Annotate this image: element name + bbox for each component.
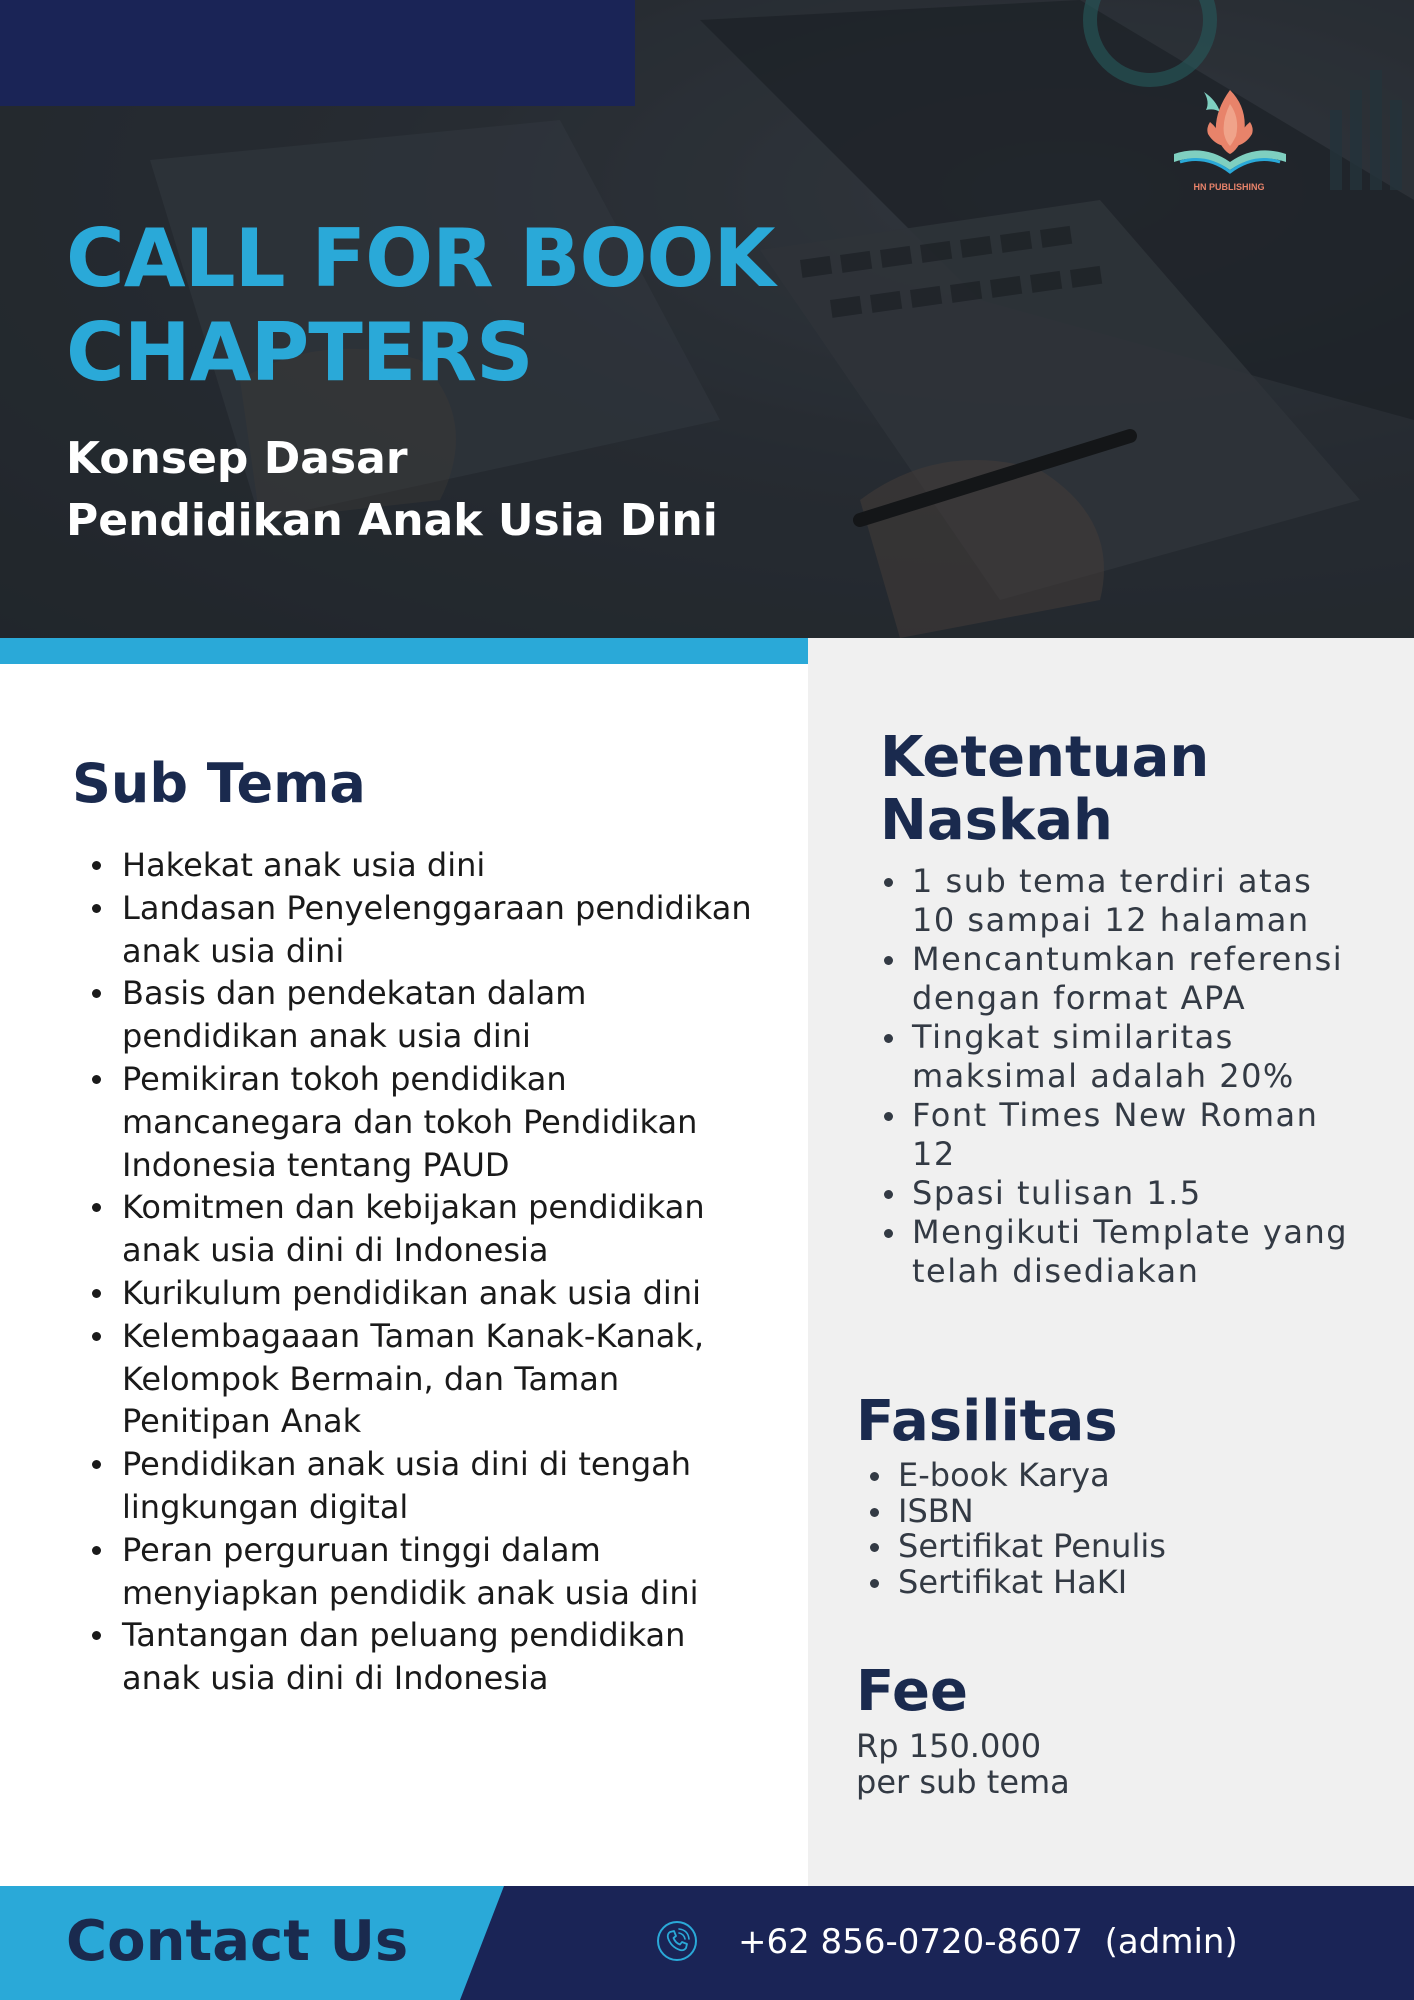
fee-amount: Rp 150.000 xyxy=(856,1727,1042,1765)
list-item: Sertifikat HaKI xyxy=(898,1565,1356,1601)
list-item: Tantangan dan peluang pendidikan anak usia dini di Indonesia xyxy=(122,1614,752,1700)
list-item: Mengikuti Template yang telah disediakan xyxy=(912,1213,1349,1290)
list-item: Spasi tulisan 1.5 xyxy=(912,1174,1350,1213)
subtitle-line-2: Pendidikan Anak Usia Dini xyxy=(66,495,718,546)
book-subtitle xyxy=(66,428,718,552)
list-item: Pendidikan anak usia dini di tengah lingkungan digital xyxy=(122,1443,752,1529)
title-line-2: CHAPTERS xyxy=(66,306,533,399)
publisher-logo xyxy=(1164,82,1294,194)
list-item: Basis dan pendekatan dalam pendidikan anak usia dini xyxy=(122,972,752,1058)
list-item: Mencantumkan referensi dengan format APA xyxy=(912,940,1350,1018)
hero-banner xyxy=(0,0,1414,638)
contact-phone[interactable]: +62 856-0720-8607 (admin) xyxy=(738,1922,1238,1962)
fee-section xyxy=(856,1660,1356,1800)
subtitle-line-1: Konsep Dasar xyxy=(66,433,408,484)
sub-tema-heading: Sub Tema xyxy=(72,752,366,815)
ketentuan-heading-line-2: Naskah xyxy=(880,788,1113,853)
list-item: Kelembagaaan Taman Kanak-Kanak, Kelompok Bermain, dan Taman Penitipan Anak xyxy=(122,1315,752,1443)
list-item: 1 sub tema terdiri atas 10 sampai 12 halaman xyxy=(912,862,1350,940)
list-item: Peran perguruan tinggi dalam menyiapkan pendidik anak usia dini xyxy=(122,1529,752,1615)
list-item: Pemikiran tokoh pendidikan mancanegara dan tokoh Pendidikan Indonesia tentang PAUD xyxy=(122,1058,752,1186)
ketentuan-list xyxy=(880,862,1350,1291)
fasilitas-list xyxy=(856,1458,1356,1600)
title-line-1: CALL FOR BOOK xyxy=(66,212,775,305)
footer-accent-slant xyxy=(460,1886,504,2000)
fasilitas-section xyxy=(856,1390,1356,1600)
list-item: Komitmen dan kebijakan pendidikan anak usia dini di Indonesia xyxy=(122,1186,752,1272)
logo-text: HN PUBLISHING xyxy=(1193,182,1265,192)
ketentuan-naskah-section xyxy=(880,726,1350,1291)
list-item: Font Times New Roman 12 xyxy=(912,1096,1350,1174)
sub-tema-section xyxy=(72,752,752,1700)
phone-icon xyxy=(656,1920,698,1962)
list-item: ISBN xyxy=(898,1494,1356,1530)
fee-unit: per sub tema xyxy=(856,1763,1070,1801)
fee-text xyxy=(856,1728,1356,1800)
page-title xyxy=(66,212,775,400)
fasilitas-heading: Fasilitas xyxy=(856,1389,1118,1454)
contact-footer xyxy=(0,1886,1414,2000)
book-flame-icon xyxy=(1164,82,1294,182)
list-item: Kurikulum pendidikan anak usia dini xyxy=(122,1272,752,1315)
ketentuan-heading xyxy=(880,726,1350,852)
contact-heading: Contact Us xyxy=(66,1909,409,1974)
sub-tema-list xyxy=(72,844,752,1700)
list-item: E-book Karya xyxy=(898,1458,1356,1494)
hero-top-band xyxy=(0,0,635,106)
list-item: Hakekat anak usia dini xyxy=(122,844,752,887)
list-item: Tingkat similaritas maksimal adalah 20% xyxy=(912,1018,1350,1096)
list-item: Landasan Penyelenggaraan pendidikan anak usia dini xyxy=(122,887,752,973)
ketentuan-heading-line-1: Ketentuan xyxy=(880,725,1210,790)
list-item: Sertifikat Penulis xyxy=(898,1529,1356,1565)
hero-top-band-slant xyxy=(560,0,635,106)
fee-heading: Fee xyxy=(856,1659,968,1724)
